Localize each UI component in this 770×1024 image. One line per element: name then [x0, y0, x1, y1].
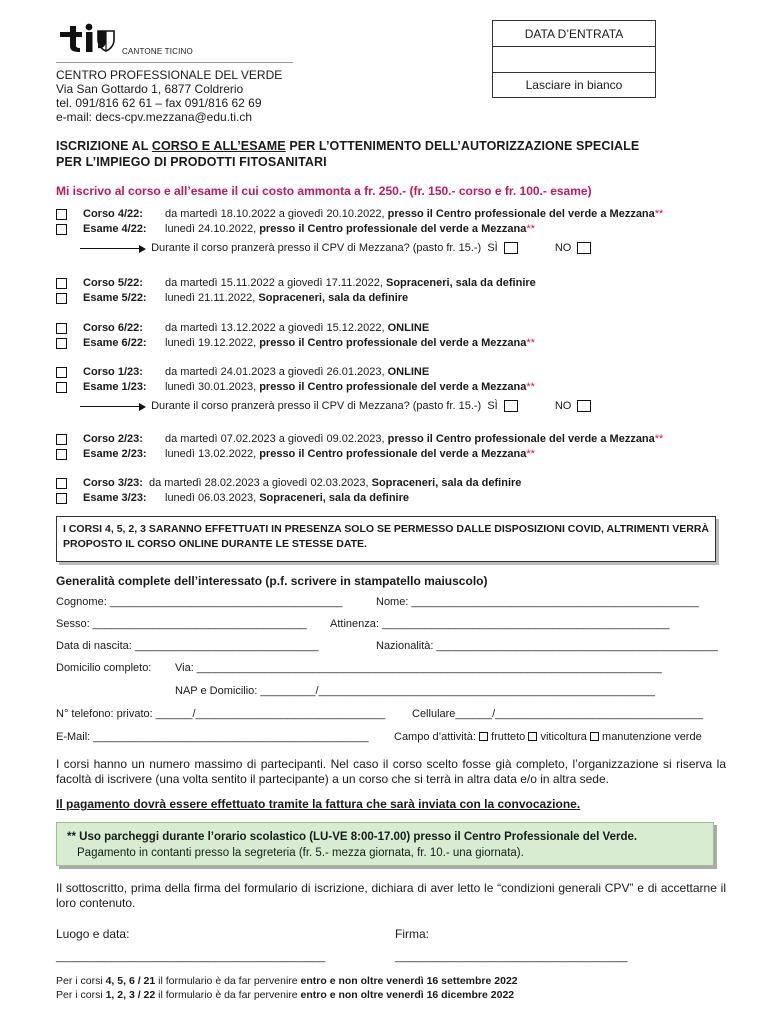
course-label: Esame 5/22: [83, 292, 147, 304]
form-title [56, 138, 736, 170]
checkbox[interactable] [56, 224, 67, 235]
generalita-title: Generalità complete dell’interessato (p.f. scrivere in stampatello maiuscolo) [56, 574, 488, 588]
firma-line[interactable]: ______________________________________ [395, 951, 628, 963]
checkbox[interactable] [56, 209, 67, 220]
course-label: Corso 2/23: [83, 433, 143, 445]
lunch-no-checkbox[interactable] [577, 242, 591, 254]
course-dates: lunedì 21.11.2022, [165, 292, 259, 304]
course-place: Sopraceneri, sala da definire [371, 477, 522, 489]
entry-date-box [492, 20, 656, 98]
header-divider [56, 62, 293, 63]
course-label: Corso 6/22: [83, 322, 143, 334]
checkbox[interactable] [56, 478, 67, 489]
attinenza-field[interactable]: Attinenza: _______________________________________________ [330, 618, 670, 630]
footer-line-2 [56, 989, 514, 1001]
course-place: Sopraceneri, sala da definire [385, 277, 536, 289]
checkbox[interactable] [56, 493, 67, 504]
lunch-question-row [80, 400, 591, 412]
luogo-label: Luogo e data: [56, 927, 130, 941]
course-place: presso il Centro professionale del verde a Mezzana [259, 223, 527, 235]
payment-text: Il pagamento dovrà essere effettuato tramite la fattura che sarà inviata con la convocazione [56, 797, 577, 811]
org-phone: tel. 091/816 62 61 – fax 091/816 62 69 [56, 96, 262, 110]
nome-field[interactable]: Nome: _______________________________________________ [376, 596, 699, 608]
cost-line: Mi iscrivo al corso e all’esame il cui costo ammonta a fr. 250.- (fr. 150.- corso e fr. 100.- esame) [56, 184, 592, 198]
checkbox[interactable] [56, 382, 67, 393]
course-place: presso il Centro professionale del verde a Mezzana [387, 433, 655, 445]
parking-line2: Pagamento in contanti presso la segreteria (fr. 5.- mezza giornata, fr. 10.- una giornata). [77, 847, 524, 859]
parking-line1: ** Uso parcheggi durante l’orario scolastico (LU-VE 8:00-17.00) presso il Centro Professionale del Verde. [67, 831, 638, 843]
declaration: Il sottoscritto, prima della firma del formulario di iscrizione, dichiara di aver letto le “condizioni generali CPV” e di accettarne il loro contenuto. [56, 881, 726, 910]
activity-option: manutenzione verde [602, 731, 702, 743]
checkbox[interactable] [56, 434, 67, 445]
course-dates: lunedì 19.12.2022, [165, 337, 260, 349]
course-dates: lunedì 24.10.2022, [165, 223, 260, 235]
activity-option: viticoltura [540, 731, 587, 743]
checkbox[interactable] [56, 293, 67, 304]
lunch-no-label: NO [554, 242, 572, 254]
org-address: Via San Gottardo 1, 6877 Coldrerio [56, 82, 244, 96]
entry-date-title: DATA D’ENTRATA [493, 21, 655, 47]
checkbox-manutenzione[interactable] [590, 732, 599, 741]
course-label: Corso 5/22: [83, 277, 143, 289]
course-label: Corso 3/23: [83, 477, 143, 489]
via-field[interactable]: Via: ____________________________________________________________________________ [175, 662, 662, 674]
nap-field[interactable]: NAP e Domicilio: _________/_______________________________________________________ [175, 685, 655, 697]
footer-text: il formulario è da far pervenire [155, 975, 301, 987]
footer-text: Per i corsi [56, 975, 106, 987]
checkbox[interactable] [56, 323, 67, 334]
ticino-logo-icon [58, 22, 118, 52]
entry-date-note: Lasciare in bianco [525, 78, 623, 92]
footer-deadline: entro e non oltre venerdì 16 settembre 2022 [300, 975, 518, 987]
course-place: ONLINE [387, 322, 430, 334]
footer-text: Per i corsi [56, 989, 106, 1001]
lunch-no-checkbox[interactable] [577, 400, 591, 412]
course-label: Corso 1/23: [83, 366, 143, 378]
course-dates: da martedì 18.10.2022 a giovedì 20.10.2022, [165, 208, 388, 220]
title-part3: PER L’OTTENIMENTO DELL’AUTORIZZAZIONE SPECIALE [285, 139, 640, 153]
checkbox[interactable] [56, 449, 67, 460]
arrow-right-icon [80, 248, 144, 249]
course-dates: lunedì 30.01.2023, [165, 381, 260, 393]
course-star: ** [654, 433, 664, 445]
course-place: Sopraceneri, sala da definire [258, 292, 409, 304]
course-place: presso il Centro professionale del verde a Mezzana [259, 381, 527, 393]
checkbox[interactable] [56, 367, 67, 378]
title-underlined: CORSO E ALL’ESAME [151, 139, 286, 153]
birth-date-field[interactable]: Data di nascita: ______________________________ [56, 640, 319, 652]
parking-notice [56, 822, 714, 866]
capacity-note: I corsi hanno un numero massimo di partecipanti. Nel caso il corso scelto fosse già completo, l’organizzazione si riserva la facoltà di iscrivere (una volta sentito il partecipante) a un corso che si terrà in altra data e/o in altra sede. [56, 757, 726, 786]
activity-option: frutteto [491, 731, 526, 743]
course-star: ** [654, 208, 664, 220]
course-place: presso il Centro professionale del verde a Mezzana [387, 208, 655, 220]
course-label: Esame 4/22: [83, 223, 147, 235]
luogo-line[interactable]: ____________________________________________ [56, 951, 326, 963]
firma-label: Firma: [395, 927, 429, 941]
course-dates: da martedì 24.01.2023 a giovedì 26.01.2023, [165, 366, 388, 378]
phone-field[interactable]: N° telefono: privato: ______/_______________________________ [56, 708, 386, 720]
activity-field [394, 731, 702, 743]
footer-text: il formulario è da far pervenire [155, 989, 301, 1001]
footer-line-1 [56, 975, 518, 987]
lunch-no-label: NO [554, 400, 572, 412]
course-label: Esame 3/23: [83, 492, 147, 504]
payment-note: Il pagamento dovrà essere effettuato tramite la fattura che sarà inviata con la convocazione. [56, 797, 581, 811]
footer-courses: 1, 2, 3 / 22 [105, 989, 156, 1001]
course-dates: lunedì 13.02.2022, [165, 448, 260, 460]
course-place: Sopraceneri, sala da definire [259, 492, 409, 504]
course-label: Corso 4/22: [83, 208, 143, 220]
nationality-field[interactable]: Nazionalità: ______________________________________________ [376, 640, 718, 652]
activity-label: Campo d’attività: [394, 731, 476, 743]
course-place: presso il Centro professionale del verde a Mezzana [259, 337, 527, 349]
checkbox[interactable] [56, 338, 67, 349]
checkbox[interactable] [56, 278, 67, 289]
course-label: Esame 1/23: [83, 381, 147, 393]
lunch-yes-checkbox[interactable] [504, 242, 518, 254]
email-field[interactable]: E-Mail: _____________________________________________ [56, 731, 369, 743]
checkbox-viticoltura[interactable] [528, 732, 537, 741]
canton-label: CANTONE TICINO [122, 47, 193, 56]
lunch-question: Durante il corso pranzerà presso il CPV di Mezzana? (pasto fr. 15.-) [151, 400, 482, 412]
entry-date-field[interactable] [493, 47, 655, 73]
course-label: Esame 6/22: [83, 337, 147, 349]
mobile-field[interactable]: Cellulare______/__________________________________ [412, 708, 704, 720]
course-place: presso il Centro professionale del verde a Mezzana [259, 448, 527, 460]
course-star: ** [526, 337, 535, 349]
course-dates: da martedì 28.02.2023 a giovedì 02.03.2023, [149, 477, 372, 489]
lunch-question: Durante il corso pranzerà presso il CPV di Mezzana? (pasto fr. 15.-) [151, 242, 482, 254]
org-name: CENTRO PROFESSIONALE DEL VERDE [56, 68, 283, 82]
covid-notice: I CORSI 4, 5, 2, 3 SARANNO EFFETTUATI IN PRESENZA SOLO SE PERMESSO DALLE DISPOSIZIONI COVID, ALTRIMENTI VERRÀ PROPOSTO IL CORSO ONLINE DURANTE LE STESSE DATE. [56, 516, 716, 562]
arrow-right-icon [80, 406, 144, 407]
footer-deadline: entro e non oltre venerdì 16 dicembre 2022 [300, 989, 515, 1001]
course-dates: da martedì 07.02.2023 a giovedì 09.02.2023, [165, 433, 388, 445]
cognome-field[interactable]: Cognome: ______________________________________ [56, 596, 343, 608]
course-label: Esame 2/23: [83, 448, 147, 460]
lunch-yes-label: SÌ [487, 242, 498, 254]
course-dates: lunedì 06.03.2023, [165, 492, 260, 504]
lunch-yes-checkbox[interactable] [504, 400, 518, 412]
sesso-field[interactable]: Sesso: ___________________________________ [56, 618, 307, 630]
checkbox-frutteto[interactable] [479, 732, 488, 741]
lunch-question-row [80, 242, 591, 254]
course-place: ONLINE [387, 366, 430, 378]
domicilio-label: Domicilio completo: [56, 662, 152, 674]
lunch-yes-label: SÌ [487, 400, 498, 412]
footer-courses: 4, 5, 6 / 21 [105, 975, 156, 987]
course-dates: da martedì 15.11.2022 a giovedì 17.11.2022, [165, 277, 386, 289]
title-line2: PER L’IMPIEGO DI PRODOTTI FITOSANITARI [56, 155, 327, 169]
course-star: ** [526, 223, 535, 235]
org-email: e-mail: decs-cpv.mezzana@edu.ti.ch [56, 110, 253, 124]
course-star: ** [526, 448, 535, 460]
course-star: ** [526, 381, 535, 393]
course-dates: da martedì 13.12.2022 a giovedì 15.12.2022, [165, 322, 388, 334]
title-part1: ISCRIZIONE AL [56, 139, 152, 153]
